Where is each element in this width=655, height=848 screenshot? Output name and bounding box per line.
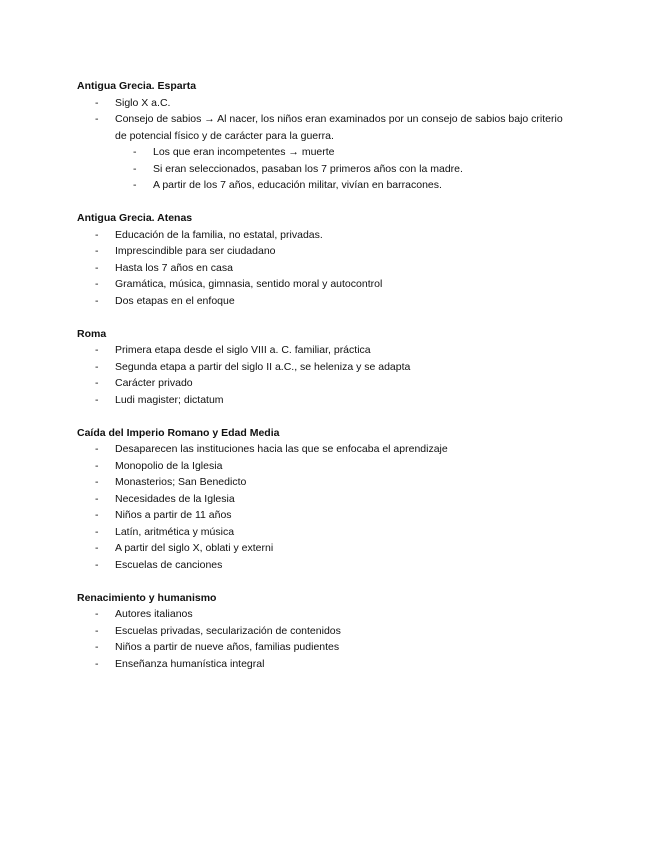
list-item: - Necesidades de la Iglesia <box>77 491 577 508</box>
section-roma <box>77 326 577 409</box>
section-renacimiento <box>77 590 577 673</box>
section-esparta <box>77 78 577 194</box>
list-item: - Siglo X a.C. <box>77 95 577 112</box>
list-item: - Primera etapa desde el siglo VIII a. C. familiar, práctica <box>77 342 577 359</box>
list-item: - Escuelas de canciones <box>77 557 577 574</box>
list-item: - Dos etapas en el enfoque <box>77 293 577 310</box>
list-item: - Desaparecen las instituciones hacia las que se enfocaba el aprendizaje <box>77 441 577 458</box>
section-heading: Renacimiento y humanismo <box>77 591 217 604</box>
bullet-list <box>77 342 577 408</box>
list-item <box>77 111 577 194</box>
bullet-list <box>77 606 577 672</box>
list-item: - Ludi magister; dictatum <box>77 392 577 409</box>
list-item-text: Consejo de sabios → Al nacer, los niños eran examinados por un consejo de sabios bajo criterio de potencial físico y de carácter para la guerra. <box>115 113 563 142</box>
list-item: - Imprescindible para ser ciudadano <box>77 243 577 260</box>
list-item: - Enseñanza humanística integral <box>77 656 577 673</box>
list-item: - Carácter privado <box>77 375 577 392</box>
list-item: - Hasta los 7 años en casa <box>77 260 577 277</box>
list-item: - Gramática, música, gimnasia, sentido moral y autocontrol <box>77 276 577 293</box>
list-item: - A partir del siglo X, oblati y externi <box>77 540 577 557</box>
bullet-list <box>77 95 577 194</box>
section-atenas <box>77 210 577 309</box>
section-heading: Antigua Grecia. Esparta <box>77 80 197 92</box>
section-heading: Antigua Grecia. Atenas <box>77 212 193 224</box>
list-item: - Monasterios; San Benedicto <box>77 474 577 491</box>
list-item: - Escuelas privadas, secularización de contenidos <box>77 623 577 640</box>
list-item: - Monopolio de la Iglesia <box>77 458 577 475</box>
bullet-list <box>77 227 577 310</box>
sub-bullet-list <box>115 144 577 194</box>
list-item: - Autores italianos <box>77 606 577 623</box>
bullet-list <box>77 441 577 573</box>
section-heading: Roma <box>77 327 107 340</box>
sub-list-item: - Si eran seleccionados, pasaban los 7 primeros años con la madre. <box>115 161 577 178</box>
sub-list-item: - Los que eran incompetentes → muerte <box>115 144 577 161</box>
list-item: - Segunda etapa a partir del siglo II a.C., se heleniza y se adapta <box>77 359 577 376</box>
list-item: - Latín, aritmética y música <box>77 524 577 541</box>
section-edad-media <box>77 425 577 574</box>
list-item: - Educación de la familia, no estatal, privadas. <box>77 227 577 244</box>
list-item: - Niños a partir de 11 años <box>77 507 577 524</box>
document-body <box>77 78 577 689</box>
list-item: - Niños a partir de nueve años, familias pudientes <box>77 639 577 656</box>
sub-list-item: - A partir de los 7 años, educación militar, vivían en barracones. <box>115 177 577 194</box>
section-heading: Caída del Imperio Romano y Edad Media <box>77 426 280 439</box>
